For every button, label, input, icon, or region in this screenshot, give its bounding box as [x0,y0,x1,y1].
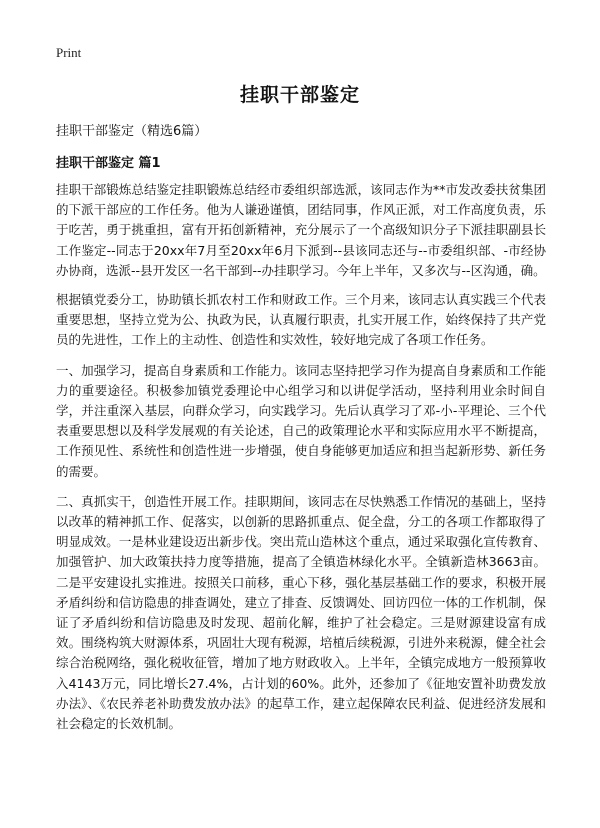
section-heading: 挂职干部鉴定 篇1 [56,156,161,171]
document-body [56,180,546,744]
document-subtitle: 挂职干部鉴定（精选6篇） [56,124,208,139]
paragraph-3: 一、加强学习，提高自身素质和工作能力。该同志坚持把学习作为提高自身素质和工作能力的重要途径。积极参加镇党委理论中心组学习和以讲促学活动，坚持利用业余时间自学，并注重深入基层，向群众学习，向实践学习。先后认真学习了邓-小-平理论、三个代表重要思想以及科学发展观的有关论述，自己的政策理论水平和实际应用水平不断提高，工作预见性、系统性和创造性进一步增强，使自身能够更加适应和担当起新形势、新任务的需要。 [56,362,546,479]
print-link[interactable]: Print [56,45,82,60]
page-title: 挂职干部鉴定 [239,84,360,106]
paragraph-4: 二、真抓实干，创造性开展工作。挂职期间，该同志在尽快熟悉工作情况的基础上，坚持以改革的精神抓工作、促落实，以创新的思路抓重点、促全盘，分工的各项工作都取得了明显成效。一是林业建设迈出新步伐。突出荒山造林这个重点，通过采取强化宣传教育、加强管护、加大政策扶持力度等措施，提高了全镇造林绿化水平。全镇新造林3663亩。二是平安建设扎实推进。按照关口前移，重心下移，强化基层基础工作的要求，积极开展矛盾纠纷和信访隐患的排查调处，建立了排查、反馈调处、回访四位一体的工作机制，保证了矛盾纠纷和信访隐患及时发现、超前化解，维护了社会稳定。三是财源建设富有成效。围绕构筑大财源体系，巩固壮大现有税源，培植后续税源，引进外来税源，健全社会综合治税网络，强化税收征管，增加了地方财政收入。上半年，全镇完成地方一般预算收入4143万元，同比增长27.4%，占计划的60%。此外，还参加了《征地安置补助费发放办法》、《农民养老补助费发放办法》的起草工作，建立起保障农民利益、促进经济发展和社会稳定的长效机制。 [56,493,546,732]
paragraph-1: 挂职干部锻炼总结鉴定挂职锻炼总结经市委组织部选派，该同志作为**市发改委扶贫集团的下派干部应的工作任务。他为人谦逊谨慎，团结同事，作风正派，对工作高度负责，乐于吃苦，勇于挑重担，富有开拓创新精神，充分展示了一个高级知识分子下派挂职副县长工作鉴定--同志于20xx年7月至20xx年6月下派到--县该同志还与--市委组织部、-市经协办协商，选派--县开发区一名干部到--办挂职学习。今年上半年，又多次与--区沟通，确。 [56,182,546,278]
paragraph-2: 根据镇党委分工，协助镇长抓农村工作和财政工作。三个月来，该同志认真实践三个代表重要思想，坚持立党为公、执政为民，认真履行职责，扎实开展工作，始终保持了共产党员的先进性，工作上的主动性、创造性和实效性，较好地完成了各项工作任务。 [56,292,546,348]
